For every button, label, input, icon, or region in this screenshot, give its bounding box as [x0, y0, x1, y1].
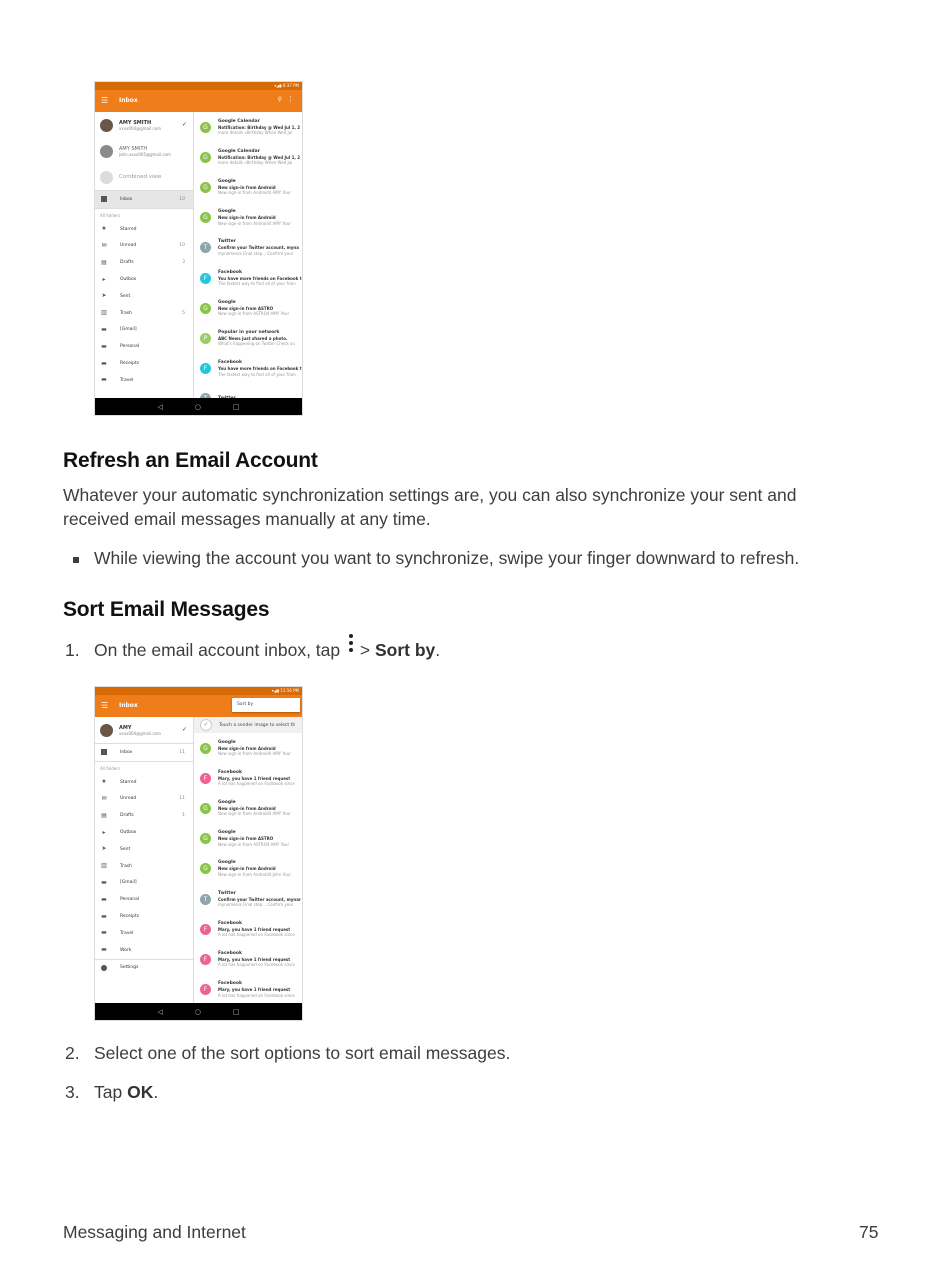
sender-avatar: F [200, 273, 211, 284]
message-item[interactable] [194, 944, 302, 974]
message-text [218, 860, 291, 877]
drawer-item[interactable] [95, 372, 193, 389]
sort-by-screenshot [94, 686, 303, 1021]
sender-avatar: G [200, 863, 211, 874]
drawer-item-label: Drafts [120, 260, 134, 266]
avatar [100, 119, 113, 132]
star-icon: ★ [101, 225, 107, 233]
message-text [218, 951, 295, 968]
message-text [218, 270, 302, 287]
sender-avatar: F [200, 954, 211, 965]
folder-icon: ▬ [101, 912, 107, 920]
drawer-item[interactable] [95, 305, 193, 322]
trash-icon: ▥ [101, 862, 107, 870]
message-sender: Google Calendar [218, 148, 260, 154]
message-text [218, 891, 301, 908]
sender-avatar: F [200, 924, 211, 935]
drawer-item-label: Unread [120, 796, 137, 802]
message-preview: mynamesss Final step... Confirm your [218, 902, 294, 908]
drawer-item[interactable] [95, 254, 193, 271]
star-icon: ★ [101, 778, 107, 786]
message-item[interactable] [194, 914, 302, 944]
trash-icon: ▥ [101, 309, 107, 317]
check-icon: ✓ [181, 121, 187, 128]
message-subject: Confirm your Twitter account, mynar [218, 896, 301, 902]
drawer-item-label: Outbox [120, 277, 137, 283]
message-subject: New sign-in from Android [218, 866, 276, 872]
message-subject: New sign-in from ASTRO [218, 836, 274, 842]
message-sender: Google [218, 299, 236, 305]
message-sender: Facebook [218, 360, 242, 366]
drawer-item-inbox[interactable] [95, 744, 193, 761]
drawer-item[interactable] [95, 858, 193, 875]
message-text [218, 300, 289, 317]
drawer-item-count: 10 [179, 243, 185, 249]
drawer-item-label: Starred [120, 779, 137, 785]
folder-icon: ▬ [101, 359, 107, 367]
paragraph-refresh: Whatever your automatic synchronization settings are, you can also synchronize your sent and received email messages manually at any time. [63, 485, 797, 529]
message-subject: Mary, you have 1 friend request [218, 987, 291, 993]
message-sender: Google [218, 860, 236, 866]
drawer-item-label: Personal [120, 344, 140, 350]
message-subject: Notification: Birthday @ Wed Jul 1, 2 [218, 154, 301, 160]
drawer-item-label: Travel [120, 930, 134, 936]
sender-avatar: G [200, 803, 211, 814]
sender-avatar: G [200, 122, 211, 133]
drawer-item-count: 5 [182, 310, 185, 316]
sender-avatar: G [200, 303, 211, 314]
drawer-item-label: Sent [120, 846, 131, 852]
message-item[interactable] [194, 854, 302, 884]
drawer-item-count: 11 [179, 796, 185, 802]
drawer-item[interactable] [95, 238, 193, 255]
sender-avatar: G [200, 182, 211, 193]
message-text [218, 800, 291, 817]
status-time: 11:16 PM [280, 688, 299, 693]
inbox-icon [101, 749, 107, 755]
message-item[interactable] [194, 172, 302, 202]
step-number: 3. [65, 1082, 80, 1102]
touch-hint [194, 717, 302, 733]
account-name: AMY [119, 724, 132, 731]
mail-icon: ✉ [101, 241, 107, 249]
all-folders-header: All folders [100, 212, 120, 218]
avatar [100, 145, 113, 158]
message-item[interactable] [194, 203, 302, 233]
drawer-item[interactable] [95, 288, 193, 305]
sender-avatar: F [200, 773, 211, 784]
message-subject: New sign-in from Android [218, 184, 276, 190]
account-email: john.xxxx005@gmail.com [119, 151, 171, 157]
draft-icon: ▤ [101, 258, 107, 266]
check-icon: ✓ [181, 726, 187, 733]
sender-avatar: P [200, 333, 211, 344]
message-text [218, 921, 295, 938]
account-item[interactable] [95, 138, 193, 164]
message-preview: mynamesss Final step... Confirm your [218, 250, 294, 256]
drawer-item-count: 10 [179, 196, 185, 202]
message-sender: Facebook [218, 769, 242, 775]
message-preview: The fastest way to find all of your frien [218, 281, 296, 287]
message-subject: New sign-in from Android [218, 745, 276, 751]
menu-icon[interactable]: ☰ [101, 701, 109, 710]
message-sender: Popular in your network [218, 329, 280, 335]
drawer-item[interactable] [95, 875, 193, 892]
check-icon: ✓ [200, 719, 212, 731]
combined-view-item[interactable] [95, 164, 193, 190]
message-list [194, 717, 302, 1003]
folder-icon: ▬ [101, 376, 107, 384]
step-number: 1. [65, 640, 80, 660]
message-text [218, 330, 295, 347]
drawer-item-label: Receipts [120, 914, 140, 920]
search-icon[interactable]: ⚲ [277, 96, 282, 103]
inbox-icon [101, 196, 107, 202]
message-sender: Facebook [218, 269, 242, 275]
message-subject: New sign-in from Android [218, 215, 276, 221]
message-sender: Facebook [218, 950, 242, 956]
message-text [218, 830, 289, 847]
draft-icon: ▤ [101, 811, 107, 819]
account-info [119, 725, 161, 736]
drawer-item-label: Receipts [120, 361, 140, 367]
sender-avatar: F [200, 984, 211, 995]
message-preview: more details »Birthday When Wed Jul [218, 130, 293, 136]
folder-icon: ▬ [101, 878, 107, 886]
sender-avatar: T [200, 894, 211, 905]
avatar [100, 724, 113, 737]
drawer-item[interactable] [95, 774, 193, 791]
drawer-item[interactable] [95, 824, 193, 841]
account-info [119, 146, 171, 157]
message-subject: Mary, you have 1 friend request [218, 926, 291, 932]
menu-icon[interactable]: ☰ [101, 96, 109, 105]
message-sender: Twitter [218, 239, 236, 245]
drawer-item-label: Trash [120, 863, 132, 869]
drawer-item[interactable] [95, 338, 193, 355]
drawer-item[interactable] [95, 942, 193, 959]
message-subject: Mary, you have 1 friend request [218, 956, 291, 962]
account-email: xxxx004@gmail.com [119, 125, 162, 131]
nav-bar [95, 1003, 302, 1020]
drawer-item-label: Starred [120, 226, 137, 232]
message-sender: Twitter [218, 890, 236, 896]
message-item[interactable] [194, 354, 302, 384]
drawer-item-label: Trash [120, 310, 132, 316]
message-sender: Google [218, 799, 236, 805]
drawer-item[interactable] [95, 891, 193, 908]
account-email: xxxx004@gmail.com [119, 730, 162, 736]
app-bar-title: Inbox [119, 702, 138, 709]
message-preview: New sign-in from Android4 AMY Your [218, 190, 291, 196]
drawer-item[interactable] [95, 925, 193, 942]
message-preview: New sign-in from Android4 AMY Your [218, 220, 291, 226]
drawer-item[interactable] [95, 807, 193, 824]
drawer-item-label: Settings [120, 965, 139, 971]
home-icon[interactable]: ○ [194, 1007, 201, 1016]
step-1-separator: > [359, 640, 371, 660]
message-subject: New sign-in from ASTRO [218, 305, 274, 311]
message-text [218, 981, 295, 998]
message-item[interactable] [194, 884, 302, 914]
mail-icon: ✉ [101, 794, 107, 802]
drawer-item-settings[interactable] [95, 960, 193, 977]
message-sender: Google [218, 830, 236, 836]
home-icon[interactable]: ○ [194, 402, 201, 411]
drawer-item-label: Personal [120, 897, 140, 903]
footer-section-title: Messaging and Internet [63, 1222, 246, 1242]
message-item[interactable] [194, 824, 302, 854]
nav-bar [95, 398, 302, 415]
sender-avatar: G [200, 212, 211, 223]
step-3-text: Tap [94, 1082, 123, 1102]
app-bar-title: Inbox [119, 97, 138, 104]
message-item[interactable] [194, 975, 302, 1005]
drawer-item-label: Sent [120, 293, 131, 299]
message-item[interactable] [194, 293, 302, 323]
message-text [218, 209, 291, 226]
more-options-icon[interactable]: ⋮ [287, 95, 294, 103]
message-item[interactable] [194, 763, 302, 793]
bullet-marker [73, 557, 79, 563]
message-subject: New sign-in from Android [218, 805, 276, 811]
send-icon: ➤ [101, 292, 107, 300]
message-text [218, 770, 295, 787]
message-text [218, 740, 291, 757]
step-number: 2. [65, 1043, 80, 1063]
message-preview: New sign-in from Android4 John Your [218, 871, 291, 877]
message-preview: more details »Birthday When Wed Jul [218, 160, 293, 166]
drawer-item-label: [Gmail] [120, 880, 137, 886]
touch-hint-text: Touch a sender image to select th [219, 722, 296, 728]
combined-view-label: Combined view [119, 174, 162, 180]
message-item[interactable] [194, 263, 302, 293]
drawer-item-label: Work [120, 947, 132, 953]
message-preview: A lot has happened on Facebook since [218, 781, 295, 787]
message-sender: Google [218, 209, 236, 215]
message-preview: New sign-in from ASTRO4 AMY Your [218, 311, 290, 317]
message-text [218, 360, 302, 377]
gear-icon [101, 965, 107, 971]
message-preview: New sign-in from Android4 AMY Your [218, 751, 291, 757]
message-item[interactable] [194, 793, 302, 823]
message-preview: New sign-in from ASTRO4 AMY Your [218, 841, 290, 847]
message-list [194, 112, 302, 398]
app-bar [95, 90, 302, 112]
more-options-icon [347, 638, 355, 658]
message-sender: Google [218, 739, 236, 745]
message-subject: Confirm your Twitter account, myna [218, 245, 299, 251]
drawer-item-label: Travel [120, 377, 134, 383]
drawer-item[interactable] [95, 908, 193, 925]
all-folders-header: All folders [100, 765, 120, 771]
folder-icon: ▬ [101, 325, 107, 333]
app-bar [95, 695, 302, 717]
drawer-item[interactable] [95, 841, 193, 858]
step-1-end: . [435, 640, 441, 660]
message-preview: A lot has happened on Facebook since [218, 992, 295, 998]
sender-avatar: T [200, 242, 211, 253]
message-text [218, 119, 300, 136]
outbox-icon: ▸ [102, 275, 106, 283]
sender-avatar: G [200, 152, 211, 163]
message-sender: Google [218, 178, 236, 184]
message-sender: Google Calendar [218, 118, 260, 124]
account-name: AMY SMITH [119, 119, 152, 126]
message-item[interactable] [194, 323, 302, 353]
message-text [218, 239, 299, 256]
sort-by-menu-item[interactable]: Sort by [232, 698, 300, 712]
drawer-item-label: Outbox [120, 830, 137, 836]
account-info [119, 120, 161, 131]
step-3 [94, 1080, 158, 1104]
message-sender: Facebook [218, 981, 242, 987]
drawer-item[interactable] [95, 271, 193, 288]
message-subject: Mary, you have 1 friend request [218, 775, 291, 781]
drawer-item-label: Drafts [120, 813, 134, 819]
message-item[interactable] [194, 112, 302, 142]
drawer-item-label: [Gmail] [120, 327, 137, 333]
message-text [218, 149, 300, 166]
message-preview: What's happening on Twitter Check ou [218, 341, 295, 347]
step-1-sort-by: Sort by [374, 640, 436, 660]
message-subject: Notification: Birthday @ Wed Jul 1, 2 [218, 124, 301, 130]
recents-icon[interactable]: □ [232, 402, 240, 411]
step-3-ok: OK [127, 1082, 154, 1102]
message-item[interactable] [194, 233, 302, 263]
folder-icon: ▬ [101, 946, 107, 954]
step-3-end: . [153, 1082, 159, 1102]
drawer-item-label: Unread [120, 243, 137, 249]
heading-refresh: Refresh an Email Account [63, 449, 318, 472]
message-subject: You have more friends on Facebook t [218, 366, 302, 372]
back-icon[interactable]: ◁ [157, 402, 163, 411]
drawer-item-count: 1 [182, 813, 185, 819]
navigation-drawer [95, 717, 194, 1003]
sender-avatar: G [200, 743, 211, 754]
status-bar: ▾◢▮ 11:16 PM [95, 687, 302, 695]
recents-icon[interactable]: □ [232, 1007, 240, 1016]
step-2: Select one of the sort options to sort email messages. [94, 1043, 511, 1063]
drawer-item-label: Inbox [120, 749, 133, 755]
inbox-screenshot [94, 81, 303, 416]
drawer-item-count: 11 [179, 749, 185, 755]
drawer-item-count: 3 [182, 260, 185, 266]
sender-avatar: G [200, 833, 211, 844]
message-subject: ABC News just shared a photo. [218, 335, 288, 341]
drawer-item[interactable] [95, 221, 193, 238]
drawer-item[interactable] [95, 355, 193, 372]
drawer-item[interactable] [95, 791, 193, 808]
sender-avatar: F [200, 363, 211, 374]
folder-icon: ▬ [101, 929, 107, 937]
drawer-item[interactable] [95, 322, 193, 339]
message-sender: Facebook [218, 920, 242, 926]
heading-sort: Sort Email Messages [63, 598, 270, 621]
avatar [100, 171, 113, 184]
drawer-item-label: Inbox [120, 196, 133, 202]
back-icon[interactable]: ◁ [157, 1007, 163, 1016]
step-1 [94, 638, 440, 662]
account-item[interactable] [95, 112, 193, 138]
account-name: AMY SMITH [119, 145, 148, 152]
message-preview: A lot has happened on Facebook since [218, 932, 295, 938]
account-item[interactable] [95, 717, 193, 743]
step-1-text: On the email account inbox, tap [94, 640, 341, 660]
folder-icon: ▬ [101, 342, 107, 350]
page-number: 75 [859, 1222, 879, 1242]
folder-icon: ▬ [101, 895, 107, 903]
message-preview: A lot has happened on Facebook since [218, 962, 295, 968]
status-bar: ▾◢▮ 6:37 PM [95, 82, 302, 90]
message-item[interactable] [194, 142, 302, 172]
drawer-item-inbox[interactable] [95, 191, 193, 208]
outbox-icon: ▸ [102, 828, 106, 836]
message-text [218, 179, 291, 196]
message-preview: New sign-in from Android4 AMY Your [218, 811, 291, 817]
send-icon: ➤ [101, 845, 107, 853]
message-subject: You have more friends on Facebook t [218, 275, 302, 281]
message-preview: The fastest way to find all of your frien [218, 371, 296, 377]
bullet-refresh: While viewing the account you want to synchronize, swipe your finger downward to refresh. [94, 548, 800, 568]
navigation-drawer [95, 112, 194, 398]
message-item[interactable] [194, 733, 302, 763]
status-time: 6:37 PM [282, 83, 299, 88]
